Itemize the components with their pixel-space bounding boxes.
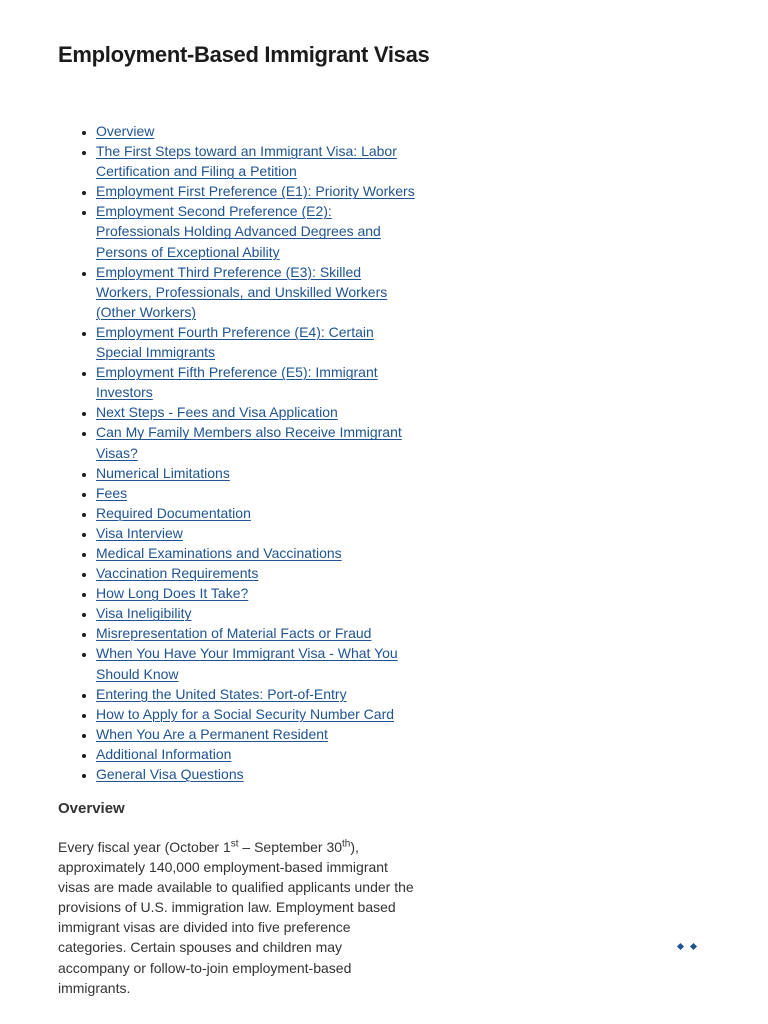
superscript-st: st <box>230 838 239 850</box>
overview-text-part: Every fiscal year (October 1 <box>58 839 231 855</box>
toc-item <box>96 322 418 362</box>
toc-item <box>96 724 418 744</box>
toc-item <box>96 463 418 483</box>
dot-left <box>677 942 684 949</box>
toc-link-visa-ineligibility[interactable]: Visa Ineligibility <box>96 605 192 622</box>
toc-link-numerical-limitations[interactable]: Numerical Limitations <box>96 464 230 481</box>
toc-item <box>96 402 418 422</box>
toc-link-first-steps[interactable]: The First Steps toward an Immigrant Visa: Labor Certification and Filing a Petition <box>96 143 397 180</box>
toc-item <box>96 503 418 523</box>
toc-link-e2[interactable]: Employment Second Preference (E2): Professionals Holding Advanced Degrees and Persons of Exceptional Ability <box>96 203 381 260</box>
table-of-contents <box>58 121 418 784</box>
toc-item <box>96 483 418 503</box>
toc-link-how-long[interactable]: How Long Does It Take? <box>96 585 249 602</box>
toc-link-visa-interview[interactable]: Visa Interview <box>96 524 183 541</box>
toc-item <box>96 764 418 784</box>
toc-item <box>96 623 418 643</box>
toc-link-e5[interactable]: Employment Fifth Preference (E5): Immigrant Investors <box>96 364 378 401</box>
toc-link-additional-information[interactable]: Additional Information <box>96 745 232 762</box>
overview-text-part: – September 30 <box>238 839 343 855</box>
toc-link-permanent-resident[interactable]: When You Are a Permanent Resident <box>96 725 328 742</box>
superscript-th: th <box>342 838 351 850</box>
overview-paragraph <box>58 837 416 998</box>
page-title: Employment-Based Immigrant Visas <box>58 42 430 67</box>
toc-item <box>96 543 418 563</box>
toc-item <box>96 583 418 603</box>
toc-item <box>96 362 418 402</box>
toc-item <box>96 201 418 261</box>
dot-right <box>690 942 697 949</box>
toc-link-social-security[interactable]: How to Apply for a Social Security Number Card <box>96 705 395 722</box>
toc-item <box>96 181 418 201</box>
toc-item <box>96 422 418 462</box>
toc-link-general-visa-questions[interactable]: General Visa Questions <box>96 766 244 782</box>
toc-item <box>96 603 418 623</box>
toc-item <box>96 684 418 704</box>
overview-heading: Overview <box>58 800 125 817</box>
toc-link-medical-examinations[interactable]: Medical Examinations and Vaccinations <box>96 544 342 561</box>
toc-link-misrepresentation[interactable]: Misrepresentation of Material Facts or Fraud <box>96 625 372 642</box>
toc-link-vaccination-requirements[interactable]: Vaccination Requirements <box>96 565 259 582</box>
toc-link-next-steps[interactable]: Next Steps - Fees and Visa Application <box>96 404 338 421</box>
toc-link-overview[interactable]: Overview <box>96 123 155 139</box>
toc-item <box>96 121 418 141</box>
toc-link-when-you-have-visa[interactable]: When You Have Your Immigrant Visa - What You Should Know <box>96 645 398 682</box>
toc-item <box>96 563 418 583</box>
toc-link-family-members[interactable]: Can My Family Members also Receive Immigrant Visas? <box>96 424 402 461</box>
toc-link-fees[interactable]: Fees <box>96 484 128 501</box>
toc-item <box>96 643 418 683</box>
toc-link-e4[interactable]: Employment Fourth Preference (E4): Certain Special Immigrants <box>96 323 374 361</box>
overview-text-part: ), approximately 140,000 employment-based immigrant visas are made available to qualified applicants under the provisions of U.S. immigration law. Employment based immigrant visas are divided into five preference categories. Certain spouses and children may accompany or follow-to-join employment-based immigrants. <box>58 839 414 996</box>
toc-link-required-documentation[interactable]: Required Documentation <box>96 504 251 521</box>
diamond-dots-icon[interactable] <box>678 941 696 951</box>
toc-item <box>96 744 418 764</box>
toc-item <box>96 704 418 724</box>
toc-link-e3[interactable]: Employment Third Preference (E3): Skilled Workers, Professionals, and Unskilled Workers (Other Workers) <box>96 263 388 320</box>
toc-item <box>96 262 418 322</box>
toc-item <box>96 141 418 181</box>
toc-link-e1[interactable]: Employment First Preference (E1): Priority Workers <box>96 183 415 200</box>
toc-link-port-of-entry[interactable]: Entering the United States: Port-of-Entry <box>96 685 347 702</box>
toc-item <box>96 523 418 543</box>
